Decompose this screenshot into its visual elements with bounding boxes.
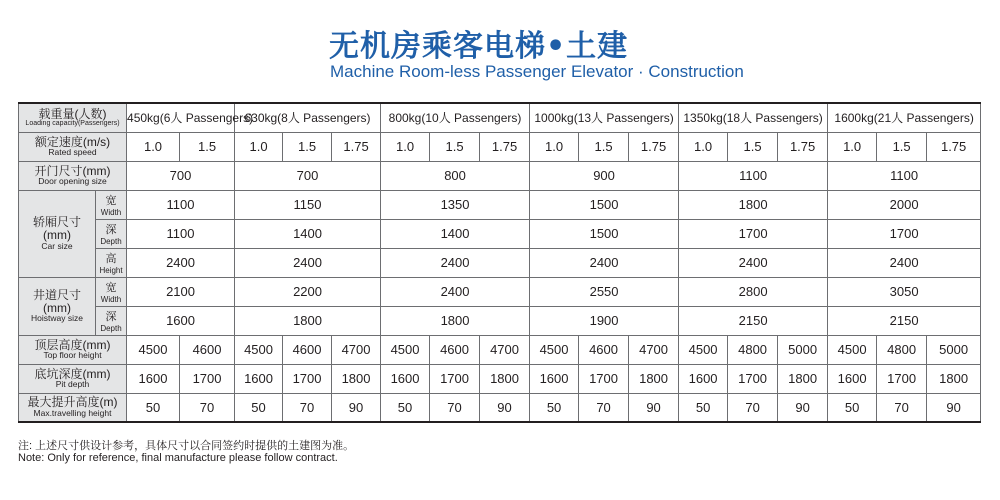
pit-depth-cell: 1800 xyxy=(332,364,381,393)
speed-cell: 1.0 xyxy=(828,132,877,161)
max-travel-row xyxy=(19,393,981,422)
speed-cell: 1.75 xyxy=(480,132,530,161)
top-floor-cell: 4700 xyxy=(332,335,381,364)
door-cell: 1100 xyxy=(828,161,981,190)
top-floor-cell: 4700 xyxy=(480,335,530,364)
max-travel-label: 最大提升高度(m) Max.travelling height xyxy=(19,393,127,422)
door-row xyxy=(19,161,981,190)
speed-cell: 1.0 xyxy=(679,132,728,161)
top-floor-row xyxy=(19,335,981,364)
car-height-cell: 2400 xyxy=(828,248,981,277)
pit-depth-cell: 1700 xyxy=(579,364,629,393)
car-height-cell: 2400 xyxy=(127,248,235,277)
car-depth-row xyxy=(19,219,981,248)
speed-cell: 1.5 xyxy=(579,132,629,161)
car-height-cell: 2400 xyxy=(381,248,530,277)
speed-cell: 1.0 xyxy=(530,132,579,161)
pit-depth-cell: 1800 xyxy=(927,364,981,393)
hoist-depth-label: 深 Depth xyxy=(96,306,127,335)
max-travel-cell: 50 xyxy=(828,393,877,422)
hoist-width-label: 宽 Width xyxy=(96,277,127,306)
speed-cell: 1.5 xyxy=(283,132,332,161)
max-travel-cell: 90 xyxy=(778,393,828,422)
capacity-cell: 1600kg(21人 Passengers) xyxy=(828,103,981,132)
hoist-depth-cell: 1800 xyxy=(235,306,381,335)
car-depth-cell: 1100 xyxy=(127,219,235,248)
max-travel-cell: 90 xyxy=(927,393,981,422)
max-travel-cell: 90 xyxy=(480,393,530,422)
pit-depth-cell: 1800 xyxy=(629,364,679,393)
pit-depth-cell: 1800 xyxy=(480,364,530,393)
max-travel-cell: 70 xyxy=(579,393,629,422)
max-travel-cell: 70 xyxy=(430,393,480,422)
door-cell: 800 xyxy=(381,161,530,190)
door-cell: 900 xyxy=(530,161,679,190)
top-floor-cell: 4800 xyxy=(877,335,927,364)
hoist-width-cell: 2400 xyxy=(381,277,530,306)
top-floor-cell: 4700 xyxy=(629,335,679,364)
car-width-cell: 2000 xyxy=(828,190,981,219)
page-subtitle: Machine Room-less Passenger Elevator · Construction xyxy=(330,62,744,81)
speed-cell: 1.0 xyxy=(127,132,180,161)
max-travel-cell: 70 xyxy=(283,393,332,422)
capacity-cell: 450kg(6人 Passengers) xyxy=(127,103,235,132)
pit-depth-cell: 1700 xyxy=(728,364,778,393)
top-floor-cell: 4600 xyxy=(180,335,235,364)
capacity-cell: 630kg(8人 Passengers) xyxy=(235,103,381,132)
capacity-cell: 1000kg(13人 Passengers) xyxy=(530,103,679,132)
hoist-depth-cell: 1900 xyxy=(530,306,679,335)
max-travel-cell: 70 xyxy=(180,393,235,422)
max-travel-cell: 90 xyxy=(629,393,679,422)
pit-depth-cell: 1600 xyxy=(530,364,579,393)
pit-depth-cell: 1800 xyxy=(778,364,828,393)
hoist-width-cell: 3050 xyxy=(828,277,981,306)
door-cell: 700 xyxy=(127,161,235,190)
car-height-label: 高 Height xyxy=(96,248,127,277)
capacity-label: 载重量(人数) Loading capacity(Passengers) xyxy=(19,103,127,132)
spec-table xyxy=(18,102,981,423)
top-floor-cell: 4500 xyxy=(530,335,579,364)
pit-depth-cell: 1700 xyxy=(430,364,480,393)
hoist-width-cell: 2800 xyxy=(679,277,828,306)
top-floor-cell: 4600 xyxy=(430,335,480,364)
car-width-cell: 1500 xyxy=(530,190,679,219)
car-width-cell: 1100 xyxy=(127,190,235,219)
hoistway-size-label: 井道尺寸 (mm) Hoistway size xyxy=(19,277,96,335)
max-travel-cell: 50 xyxy=(530,393,579,422)
hoist-width-cell: 2550 xyxy=(530,277,679,306)
pit-depth-cell: 1700 xyxy=(877,364,927,393)
pit-depth-cell: 1700 xyxy=(283,364,332,393)
car-depth-cell: 1500 xyxy=(530,219,679,248)
speed-row xyxy=(19,132,981,161)
hoist-width-cell: 2100 xyxy=(127,277,235,306)
max-travel-cell: 50 xyxy=(127,393,180,422)
car-size-label: 轿厢尺寸 (mm) Car size xyxy=(19,190,96,277)
speed-cell: 1.75 xyxy=(778,132,828,161)
hoist-depth-row xyxy=(19,306,981,335)
hoist-width-cell: 2200 xyxy=(235,277,381,306)
car-height-cell: 2400 xyxy=(679,248,828,277)
pit-depth-cell: 1700 xyxy=(180,364,235,393)
top-floor-cell: 4500 xyxy=(381,335,430,364)
hoist-depth-cell: 1800 xyxy=(381,306,530,335)
pit-depth-cell: 1600 xyxy=(381,364,430,393)
top-floor-cell: 4500 xyxy=(828,335,877,364)
hoist-depth-cell: 1600 xyxy=(127,306,235,335)
car-depth-cell: 1400 xyxy=(235,219,381,248)
max-travel-cell: 50 xyxy=(679,393,728,422)
hoist-depth-cell: 2150 xyxy=(679,306,828,335)
capacity-cell: 800kg(10人 Passengers) xyxy=(381,103,530,132)
pit-depth-cell: 1600 xyxy=(679,364,728,393)
car-depth-cell: 1700 xyxy=(679,219,828,248)
door-label: 开门尺寸(mm) Door opening size xyxy=(19,161,127,190)
top-floor-cell: 4500 xyxy=(679,335,728,364)
top-floor-cell: 5000 xyxy=(927,335,981,364)
top-floor-cell: 4600 xyxy=(579,335,629,364)
pit-depth-cell: 1600 xyxy=(235,364,283,393)
speed-cell: 1.5 xyxy=(180,132,235,161)
top-floor-cell: 4500 xyxy=(235,335,283,364)
door-cell: 700 xyxy=(235,161,381,190)
max-travel-cell: 90 xyxy=(332,393,381,422)
car-height-row xyxy=(19,248,981,277)
max-travel-cell: 70 xyxy=(728,393,778,422)
note-english: Note: Only for reference, final manufacture please follow contract. xyxy=(18,452,338,464)
top-floor-cell: 4500 xyxy=(127,335,180,364)
capacity-row xyxy=(19,103,981,132)
speed-cell: 1.75 xyxy=(927,132,981,161)
top-floor-cell: 5000 xyxy=(778,335,828,364)
speed-label: 额定速度(m/s) Rated speed xyxy=(19,132,127,161)
car-width-cell: 1150 xyxy=(235,190,381,219)
car-width-cell: 1350 xyxy=(381,190,530,219)
pit-depth-row xyxy=(19,364,981,393)
top-floor-cell: 4800 xyxy=(728,335,778,364)
page-title: 无机房乘客电梯•土建 xyxy=(329,29,629,64)
speed-cell: 1.5 xyxy=(728,132,778,161)
speed-cell: 1.0 xyxy=(235,132,283,161)
speed-cell: 1.75 xyxy=(629,132,679,161)
car-width-cell: 1800 xyxy=(679,190,828,219)
hoist-width-row xyxy=(19,277,981,306)
hoist-depth-cell: 2150 xyxy=(828,306,981,335)
max-travel-cell: 70 xyxy=(877,393,927,422)
max-travel-cell: 50 xyxy=(235,393,283,422)
pit-depth-label: 底坑深度(mm) Pit depth xyxy=(19,364,127,393)
top-floor-label: 顶层高度(mm) Top floor height xyxy=(19,335,127,364)
door-cell: 1100 xyxy=(679,161,828,190)
car-width-row xyxy=(19,190,981,219)
car-depth-cell: 1700 xyxy=(828,219,981,248)
speed-cell: 1.5 xyxy=(430,132,480,161)
speed-cell: 1.75 xyxy=(332,132,381,161)
max-travel-cell: 50 xyxy=(381,393,430,422)
capacity-cell: 1350kg(18人 Passengers) xyxy=(679,103,828,132)
car-depth-label: 深 Depth xyxy=(96,219,127,248)
speed-cell: 1.5 xyxy=(877,132,927,161)
top-floor-cell: 4600 xyxy=(283,335,332,364)
car-depth-cell: 1400 xyxy=(381,219,530,248)
car-height-cell: 2400 xyxy=(235,248,381,277)
note-chinese: 注: 上述尺寸供设计参考，具体尺寸以合同签约时提供的土建图为准。 xyxy=(18,440,355,452)
speed-cell: 1.0 xyxy=(381,132,430,161)
pit-depth-cell: 1600 xyxy=(828,364,877,393)
car-height-cell: 2400 xyxy=(530,248,679,277)
pit-depth-cell: 1600 xyxy=(127,364,180,393)
car-width-label: 宽 Width xyxy=(96,190,127,219)
